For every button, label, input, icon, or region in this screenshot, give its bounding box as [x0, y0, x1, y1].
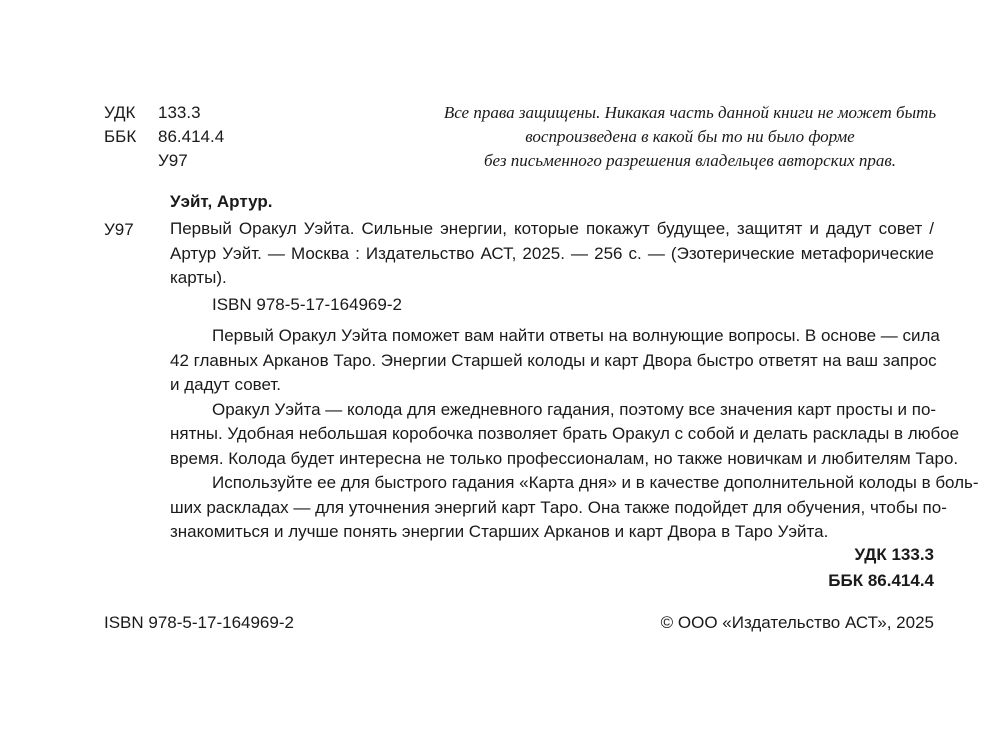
title-line: карты). [170, 268, 227, 287]
title-line: Артур Уэйт. — Москва : Издательство АСТ, 2025. — 256 с. — (Эзотерические метафорические [170, 243, 934, 263]
annotation-line: Первый Оракул Уэйта поможет вам найти ответы на волнующие вопросы. В основе — сила [212, 326, 940, 345]
author-heading: Уэйт, Артур. [170, 192, 273, 211]
annotation-line: ших раскладах — для уточнения энергий карт Таро. Она также подойдет для обучения, чтобы по- [170, 497, 947, 517]
annotation-line: и дадут совет. [170, 375, 282, 394]
isbn-inline: ISBN 978-5-17-164969-2 [212, 295, 402, 314]
annotation-line: нятны. Удобная небольшая коробочка позволяет брать Оракул с собой и делать расклады в любое [170, 424, 960, 443]
footer-copyright: © ООО «Издательство АСТ», 2025 [660, 613, 934, 632]
rights-line: без письменного разрешения владельцев авторских прав. [483, 151, 897, 170]
rights-line: воспроизведена в какой бы то ни было форме [525, 127, 855, 146]
annotation-line: время. Колода будет интересна не только профессионалам, но также новичкам и любителям Таро. [170, 448, 959, 468]
cutter-code: У97 [158, 151, 188, 170]
annotation-line: знакомиться и лучше понять энергии Старших Арканов и карт Двора в Таро Уэйта. [170, 522, 829, 541]
udk-label: УДК [104, 103, 136, 122]
rights-notice [430, 101, 950, 173]
bbk-label: ББК [104, 127, 137, 146]
cutter-mark: У97 [104, 220, 134, 239]
bibliographic-description [170, 217, 934, 291]
bbk-value: 86.414.4 [158, 127, 225, 146]
final-codes [828, 542, 934, 594]
annotation-line: 42 главных Арканов Таро. Энергии Старшей колоды и карт Двора быстро ответят на ваш запрос [170, 350, 937, 370]
final-udk: УДК 133.3 [854, 545, 934, 564]
final-bbk: ББК 86.414.4 [828, 571, 934, 590]
title-line: Первый Оракул Уэйта. Сильные энергии, которые покажут будущее, защитят и дадут совет / [170, 219, 934, 238]
udk-value: 133.3 [158, 103, 201, 122]
annotation-line: Используйте ее для быстрого гадания «Карта дня» и в качестве дополнительной колоды в боль- [212, 473, 979, 492]
annotation-line: Оракул Уэйта — колода для ежедневного гадания, поэтому все значения карт просты и по- [212, 399, 937, 419]
rights-line: Все права защищены. Никакая часть данной книги не может быть [443, 103, 937, 122]
footer-isbn: ISBN 978-5-17-164969-2 [104, 613, 294, 632]
annotation [170, 324, 979, 545]
